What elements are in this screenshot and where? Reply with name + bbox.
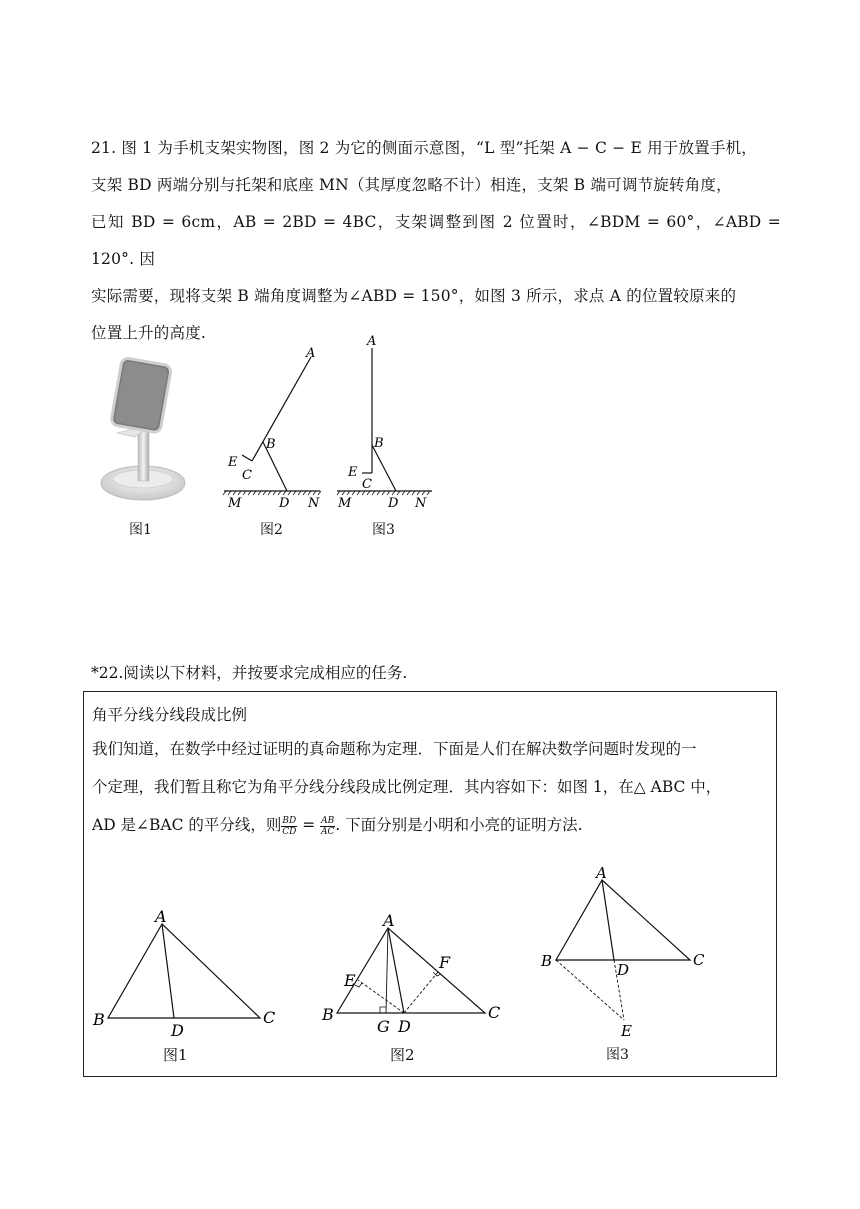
q21-line-1: 21. 图 1 为手机支架实物图，图 2 为它的侧面示意图，“L 型”托架 A − C − E 用于放置手机， — [91, 139, 757, 157]
box-fig3-label-D: D — [617, 961, 630, 979]
fig2-label-N: N — [308, 496, 320, 510]
box-fig3-label-B: B — [541, 952, 553, 970]
material-box — [83, 691, 777, 1077]
fraction-bd-cd — [281, 816, 297, 837]
fraction-2-numerator: AB — [321, 815, 335, 826]
box-fig3-label-C: C — [693, 951, 705, 969]
fig3-label-B: B — [374, 436, 384, 451]
box-fig2-label-D: D — [398, 1017, 411, 1036]
fig3-label-E: E — [348, 465, 358, 480]
box-caption-1: 图1 — [163, 1046, 188, 1064]
box-fig3-label-E: E — [621, 1022, 632, 1040]
material-line-1: 我们知道，在数学中经过证明的真命题称为定理．下面是人们在解决数学问题时发现的一 — [92, 740, 697, 758]
box-fig2-label-F: F — [439, 953, 451, 972]
material-line-3-post: . 下面分别是小明和小亮的证明方法. — [335, 816, 583, 834]
fig2-label-E: E — [228, 455, 238, 470]
phone-stand-illustration — [95, 355, 195, 505]
material-line-2: 个定理，我们暂且称它为角平分线分线段成比例定理．其内容如下：如图 1，在△ ABC 中， — [92, 778, 722, 796]
q21-caption-1: 图1 — [129, 522, 152, 538]
box-fig1-label-C: C — [263, 1008, 276, 1027]
box-caption-3: 图3 — [606, 1047, 629, 1063]
box-fig2-label-E: E — [344, 971, 356, 990]
fig3-label-A: A — [367, 335, 377, 349]
material-line-3 — [92, 806, 768, 844]
box-figure-3 — [536, 864, 726, 1044]
figure-2-diagram — [220, 335, 325, 510]
question-22-title: *22.阅读以下材料，并按要求完成相应的任务. — [91, 664, 408, 682]
fig2-label-M: M — [228, 496, 242, 510]
fig3-label-M: M — [338, 496, 352, 510]
fig2-label-C: C — [242, 468, 252, 483]
box-fig2-label-G: G — [377, 1017, 390, 1036]
q21-line-2: 支架 BD 两端分别与托架和底座 MN（其厚度忽略不计）相连，支架 B 端可调节旋转角度， — [91, 176, 732, 194]
q21-line-3: 已知 BD = 6cm，AB = 2BD = 4BC，支架调整到图 2 位置时，∠BDM = 60°，∠ABD = 120°. 因 — [91, 213, 781, 268]
figure-3-diagram — [335, 335, 440, 510]
fig2-label-B: B — [266, 437, 276, 452]
material-title: 角平分线分线段成比例 — [92, 706, 248, 724]
fig2-label-A: A — [306, 346, 316, 361]
fig3-label-D: D — [388, 496, 399, 510]
box-fig3-label-A: A — [596, 864, 607, 882]
equals-sign: = — [297, 816, 321, 834]
box-fig2-label-B: B — [322, 1005, 334, 1024]
box-fig1-label-B: B — [93, 1010, 105, 1029]
q21-caption-2: 图2 — [260, 522, 283, 538]
question-21 — [91, 130, 781, 352]
box-fig2-label-C: C — [488, 1003, 501, 1022]
box-figure-1 — [88, 910, 288, 1060]
box-caption-2: 图2 — [390, 1046, 415, 1064]
q21-line-5: 位置上升的高度. — [91, 324, 207, 342]
material-text — [92, 700, 768, 844]
box-fig2-label-A: A — [383, 911, 395, 930]
fraction-ab-ac — [320, 816, 335, 837]
q21-caption-3: 图3 — [372, 522, 395, 538]
fig2-label-D: D — [279, 496, 290, 510]
fraction-1-denominator: CD — [282, 826, 297, 837]
fraction-2-denominator: AC — [320, 826, 335, 837]
fig3-label-C: C — [362, 477, 372, 492]
box-fig1-label-A: A — [155, 910, 167, 926]
q21-line-4: 实际需要，现将支架 B 端角度调整为∠ABD = 150°，如图 3 所示，求点 A 的位置较原来的 — [91, 287, 737, 305]
fig3-label-N: N — [415, 496, 427, 510]
box-fig1-label-D: D — [171, 1021, 184, 1040]
material-line-3-pre: AD 是∠BAC 的平分线，则 — [92, 816, 282, 834]
fraction-1-numerator: BD — [282, 815, 297, 826]
box-figure-2 — [320, 910, 510, 1060]
q21-figures — [95, 335, 455, 545]
